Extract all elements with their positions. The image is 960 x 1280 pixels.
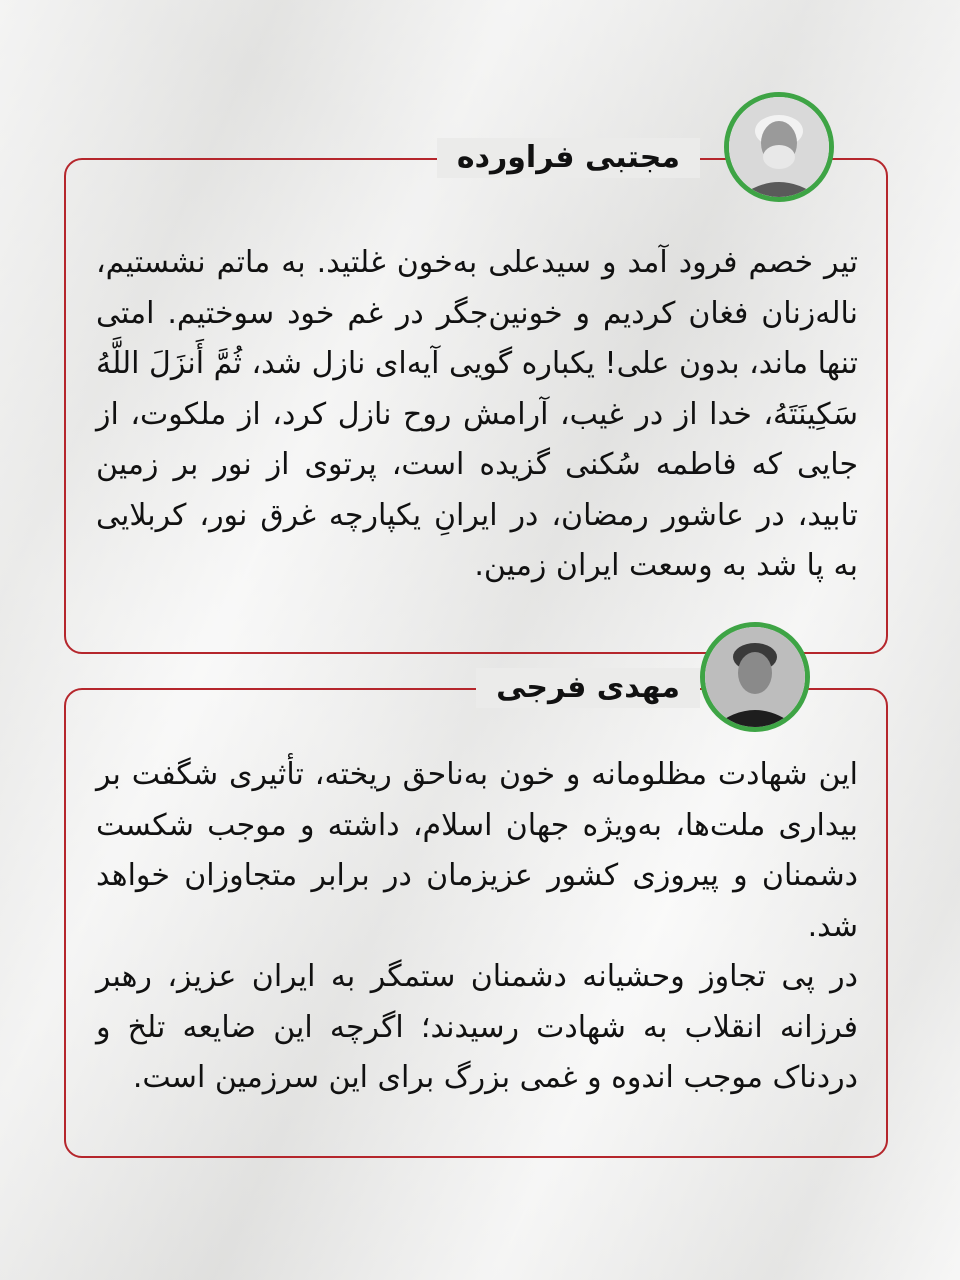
portrait-icon: [705, 627, 805, 727]
quote-text-1: [96, 238, 858, 592]
quote-text-2: [96, 750, 858, 1104]
quote-paragraph: در پی تجاوز وحشیانه دشمنان ستمگر به ایران عزیز، رهبر فرزانه انقلاب به شهادت رسیدند؛ اگرچه این ضایعه تلخ و دردناک موجب اندوه و غمی بزرگ برای این سرزمین است.: [96, 959, 858, 1095]
author-photo-2: [700, 622, 810, 732]
author-name-1: مجتبی فراورده: [437, 138, 700, 178]
author-photo-1: [724, 92, 834, 202]
quote-paragraph: تیر خصم فرود آمد و سیدعلی به‌خون غلتید. به ماتم نشستیم، ناله‌زنان فغان کردیم و خونین‌جگر در غم خود سوختیم. امتی تنها ماند، بدون علی! یکباره گویی آیه‌ای نازل شد، ثُمَّ أَنزَلَ اللَّهُ سَکِینَتَهُ، خدا از در غیب، آرامش روح نازل کرد، از ملکوت، از جایی که فاطمه سُکنی گزیده است، پرتوی از نور بر زمین تابید، در عاشور رمضان، در ایرانِ یکپارچه غرق نور، کربلایی به پا شد به وسعت ایران زمین.: [96, 245, 858, 583]
quote-card-1: [64, 140, 888, 654]
portrait-icon: [729, 97, 829, 197]
quote-paragraph: این شهادت مظلومانه و خون به‌ناحق ریخته، تأثیری شگفت بر بیداری ملت‌ها، به‌ویژه جهان اسلام، داشته و موجب شکست دشمنان و پیروزی کشور عزیزمان در برابر متجاوزان خواهد شد.: [96, 757, 858, 944]
quote-card-2: [64, 670, 888, 1158]
author-name-2: مهدی فرجی: [476, 668, 700, 708]
